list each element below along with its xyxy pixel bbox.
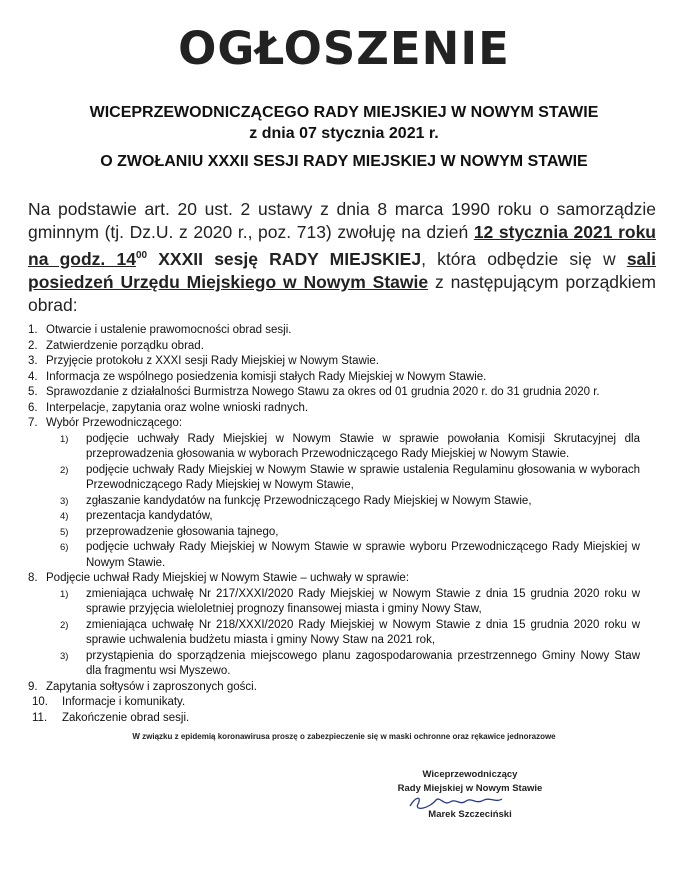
agenda-subitem: 3) przystąpienia do sporządzenia miejscowego planu zagospodarowania przestrzennego Gminy Nowy Staw dla fragmentu wsi Myszewo. [60, 649, 640, 677]
agenda-item: 6. Interpelacje, zapytania oraz wolne wnioski radnych. [28, 401, 309, 414]
agenda-item: 7. Wybór Przewodniczącego: [28, 417, 183, 429]
handwritten-signature [406, 794, 506, 810]
agenda-item: 2. Zatwierdzenie porządku obrad. [28, 339, 204, 352]
issuer-heading: WICEPRZEWODNICZĄCEGO RADY MIEJSKIEJ W NOWYM STAWIE [89, 104, 599, 121]
intro-text-1: Na podstawie art. 20 ust. 2 ustawy z dnia 8 marca 1990 roku o samorządzie gminnym (tj. Dz.U. z 2020 r., poz. 713) zwołuję na dzień [28, 199, 656, 242]
intro-paragraph [28, 198, 656, 317]
session-place: sali posiedzeń Urzędu Miejskiego w Nowym Stawie [28, 248, 657, 292]
agenda-subitem: 2) podjęcie uchwały Rady Miejskiej w Nowym Stawie w sprawie ustalenia Regulaminu głosowania w wyborach Przewodniczącego Rady Miejskiej w Nowym Stawie, [60, 463, 640, 491]
agenda-list [28, 323, 640, 726]
agenda-item: 8. Podjęcie uchwał Rady Miejskiej w Nowym Stawie – uchwały w sprawie: [28, 572, 410, 584]
intro-text-3: z następującym porządkiem obrad: [28, 271, 656, 315]
agenda-item: 9. Zapytania sołtysów i zaproszonych gości. [28, 680, 257, 693]
signatory-role: Wiceprzewodniczący [422, 769, 518, 780]
covid-notice: W związku z epidemią koronawirusa proszę o zabezpieczenie się w maski ochronne oraz rękawice jednorazowe [132, 732, 556, 741]
session-time-sup: 00 [135, 250, 148, 261]
agenda-subitem: 4) prezentacja kandydatów, [60, 510, 213, 522]
agenda-subitem: 2) zmieniająca uchwałę Nr 218/XXXI/2020 Rady Miejskiej w Nowym Stawie z dnia 15 grudnia 2020 roku w sprawie uchwalenia budżetu miasta i gminy Nowy Staw na 2021 rok, [60, 618, 640, 646]
session-name: XXXII sesję RADY MIEJSKIEJ [147, 248, 422, 269]
intro-text-2: , która odbędzie się w [421, 248, 627, 269]
agenda-item: 5. Sprawozdanie z działalności Burmistrza Nowego Stawu za okres od 01 grudnia 2020 r. do 31 grudnia 2020 r. [28, 386, 600, 398]
agenda-subitem: 3) zgłaszanie kandydatów na funkcję Przewodniczącego Rady Miejskiej w Nowym Stawie, [60, 494, 532, 507]
agenda-subitem: 6) podjęcie uchwały Rady Miejskiej w Nowym Stawie w sprawie wyboru Przewodniczącego Rady Miejskiej w Nowym Stawie. [60, 541, 640, 569]
agenda-item: 11. Zakończenie obrad sesji. [32, 711, 190, 724]
agenda-subitem: 5) przeprowadzenie głosowania tajnego, [60, 525, 279, 538]
agenda-item: 1. Otwarcie i ustalenie prawomocności obrad sesji. [28, 324, 292, 336]
agenda-item: 4. Informacja ze wspólnego posiedzenia komisji stałych Rady Miejskiej w Nowym Stawie. [28, 370, 487, 383]
agenda-item: 3. Przyjęcie protokołu z XXXI sesji Rady Miejskiej w Nowym Stawie. [28, 355, 379, 367]
agenda-subitem: 1) zmieniająca uchwałę Nr 217/XXXI/2020 Rady Miejskiej w Nowym Stawie z dnia 15 grudnia 2020 roku w sprawie przyjęcia wieloletniej prognozy finansowej miasta i gminy Nowy Staw, [60, 587, 640, 615]
session-date: 12 stycznia 2021 roku na godz. 14 [28, 222, 656, 269]
signatory-body: Rady Miejskiej w Nowym Stawie [397, 782, 543, 794]
subject-heading: O ZWOŁANIU XXXII SESJI RADY MIEJSKIEJ W NOWYM STAWIE [100, 153, 588, 170]
document-title: OGŁOSZENIE [178, 22, 510, 75]
agenda-subitem: 1) podjęcie uchwały Rady Miejskiej w Nowym Stawie w sprawie powołania Komisji Skrutacyjnej dla przeprowadzenia głosowania w wyborach Przewodniczącego Rady Miejskiej w Nowym Stawie. [60, 432, 640, 460]
signatory-name: Marek Szczeciński [428, 809, 512, 820]
agenda-item: 10. Informacje i komunikaty. [32, 696, 186, 708]
date-heading: z dnia 07 stycznia 2021 r. [249, 125, 439, 142]
